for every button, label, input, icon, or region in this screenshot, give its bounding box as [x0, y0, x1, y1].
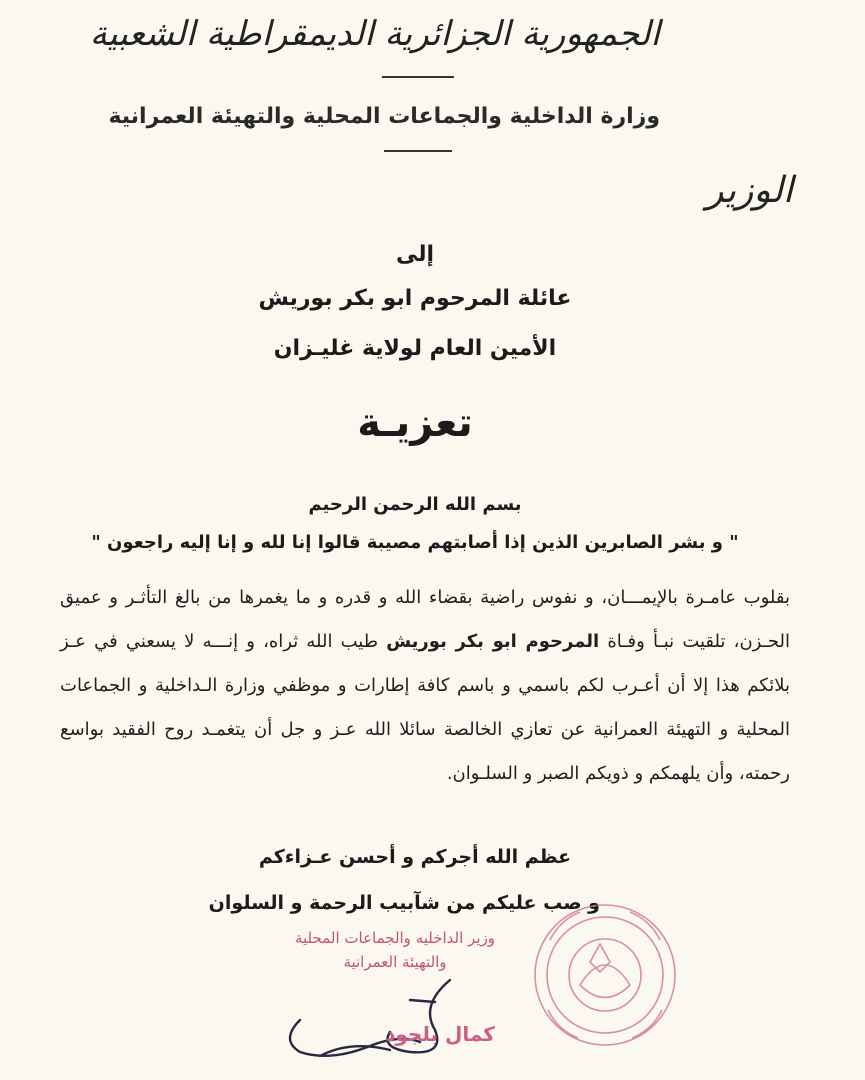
republic-heading: الجمهورية الجزائرية الديمقراطية الشعبية [89, 14, 660, 54]
addressee-family: عائلة المرحوم ابو بكر بوريش [258, 286, 572, 311]
ministry-divider [384, 150, 452, 152]
stamp-title-line-1: وزير الداخليه والجماعات المحلية [294, 929, 495, 947]
minister-title: الوزير [706, 170, 793, 211]
stamp-title-line-2: والتهيئة العمرانية [343, 953, 447, 971]
minister-name: كمال بلجود [385, 1022, 495, 1046]
letter-body [60, 576, 790, 796]
body-part-1: بقلوب عامـرة بالإيمـــان، و نفوس راضية بقضاء الله و قدره و ما يغمرها من بالغ التأثـر و عميق الحـزن، تلقيت نبـأ وفـاة [60, 587, 790, 652]
letter-title: تعزيـة [357, 400, 473, 446]
ministry-heading: وزارة الداخلية والجماعات المحلية والتهيئة العمرانية [108, 104, 660, 129]
body-part-2: طيب الله ثراه، و إنـــه لا يسعني في عـز بلائكم هذا إلا أن أعـرب لكم باسمي و باسم كافة إطارات و موظفي وزارة الـداخلية و الجماعات المحلية و التهيئة العمرانية عن تعازي الخالصة سائلا الله عـز و جل أن يتغمـد روح الفقيد بواسع رحمته، وأن يلهمكم و ذويكم الصبر و السلـوان. [60, 631, 790, 784]
header-divider [382, 76, 454, 78]
handwritten-signature [260, 960, 500, 1070]
quran-verse: " و بشر الصابرين الذين إذا أصابتهم مصيبة قالوا إنا لله و إنا إليه راجعون " [91, 532, 739, 553]
ministry-seal [520, 900, 690, 1050]
closing-line-1: عظم الله أجركم و أحسن عـزاءكم [258, 846, 572, 868]
addressee-secretary-general: الأمين العام لولاية غليـزان [273, 336, 557, 361]
basmala: بسم الله الرحمن الرحيم [308, 494, 522, 515]
deceased-name: المرحوم ابو بكر بوريش [386, 631, 600, 652]
addressee-to: إلى [395, 242, 435, 267]
closing-line-2: و صب عليكم من شآبيب الرحمة و السلوان [208, 892, 600, 914]
